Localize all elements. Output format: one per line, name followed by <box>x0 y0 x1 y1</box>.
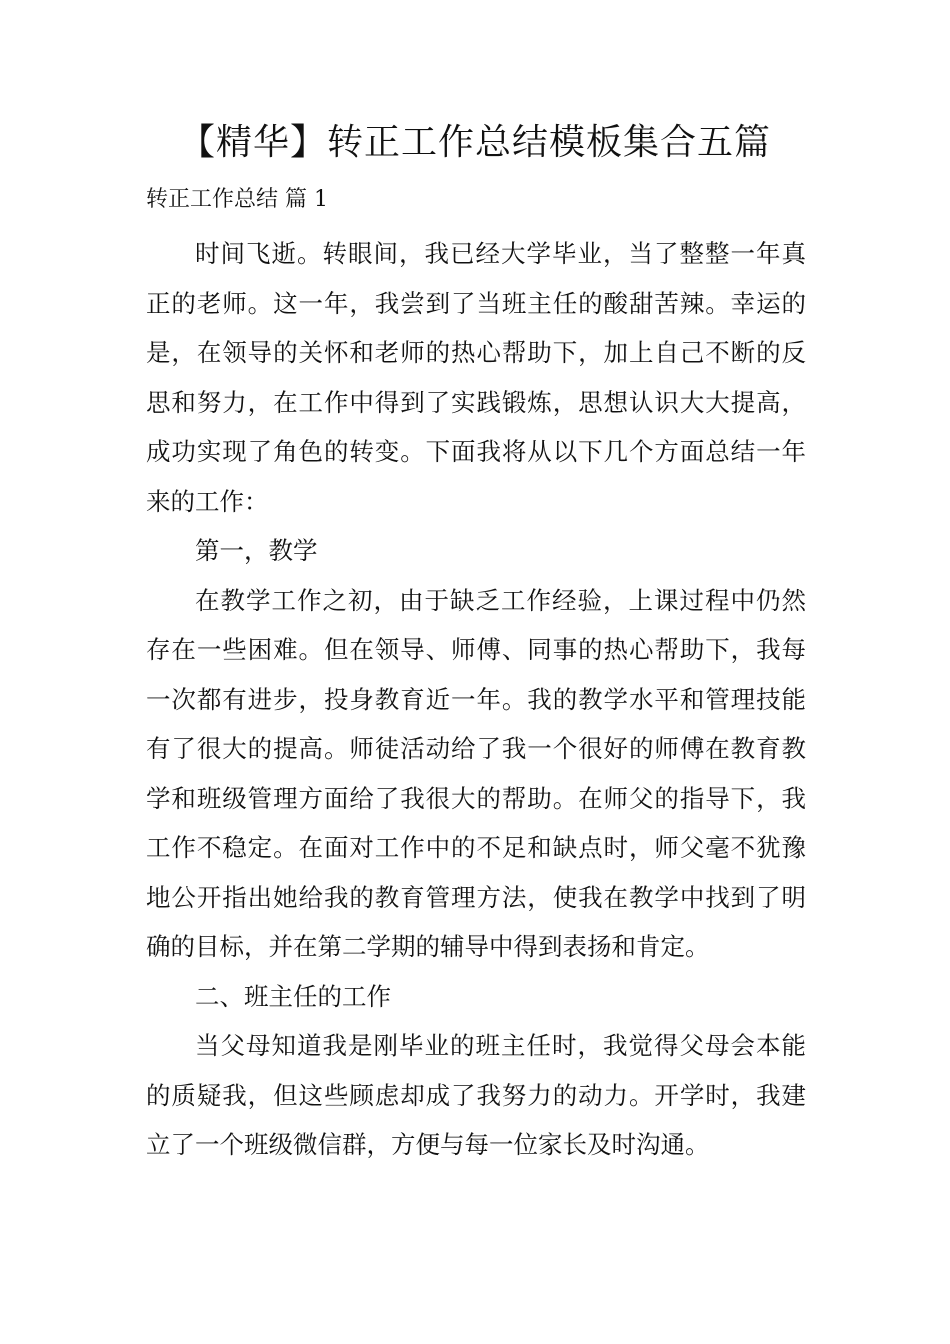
section-heading-class-teacher: 二、班主任的工作 <box>195 981 391 1011</box>
paragraph-intro: 时间飞逝。转眼间，我已经大学毕业，当了整整一年真正的老师。这一年，我尝到了当班主任的酸甜苦辣。幸运的是，在领导的关怀和老师的热心帮助下，加上自己不断的反思和努力，在工作中得到了实践锻炼，思想认识大大提高，成功实现了角色的转变。下面我将从以下几个方面总结一年来的工作： <box>146 239 806 516</box>
document-subtitle: 转正工作总结 篇 1 <box>146 187 328 212</box>
document-title: 【精华】转正工作总结模板集合五篇 <box>178 122 771 163</box>
document-body <box>146 229 806 1170</box>
section-heading-teaching: 第一，教学 <box>195 536 318 565</box>
paragraph-teaching: 在教学工作之初，由于缺乏工作经验，上课过程中仍然存在一些困难。但在领导、师傅、同事的热心帮助下，我每一次都有进步，投身教育近一年。我的教学水平和管理技能有了很大的提高。师徒活动给了我一个很好的师傅在教育教学和班级管理方面给了我很大的帮助。在师父的指导下，我工作不稳定。在面对工作中的不足和缺点时，师父毫不犹豫地公开指出她给我的教育管理方法，使我在教学中找到了明确的目标，并在第二学期的辅导中得到表扬和肯定。 <box>146 585 806 961</box>
paragraph-class-teacher: 当父母知道我是刚毕业的班主任时，我觉得父母会本能的质疑我，但这些顾虑却成了我努力的动力。开学时，我建立了一个班级微信群，方便与每一位家长及时沟通。 <box>146 1031 806 1159</box>
